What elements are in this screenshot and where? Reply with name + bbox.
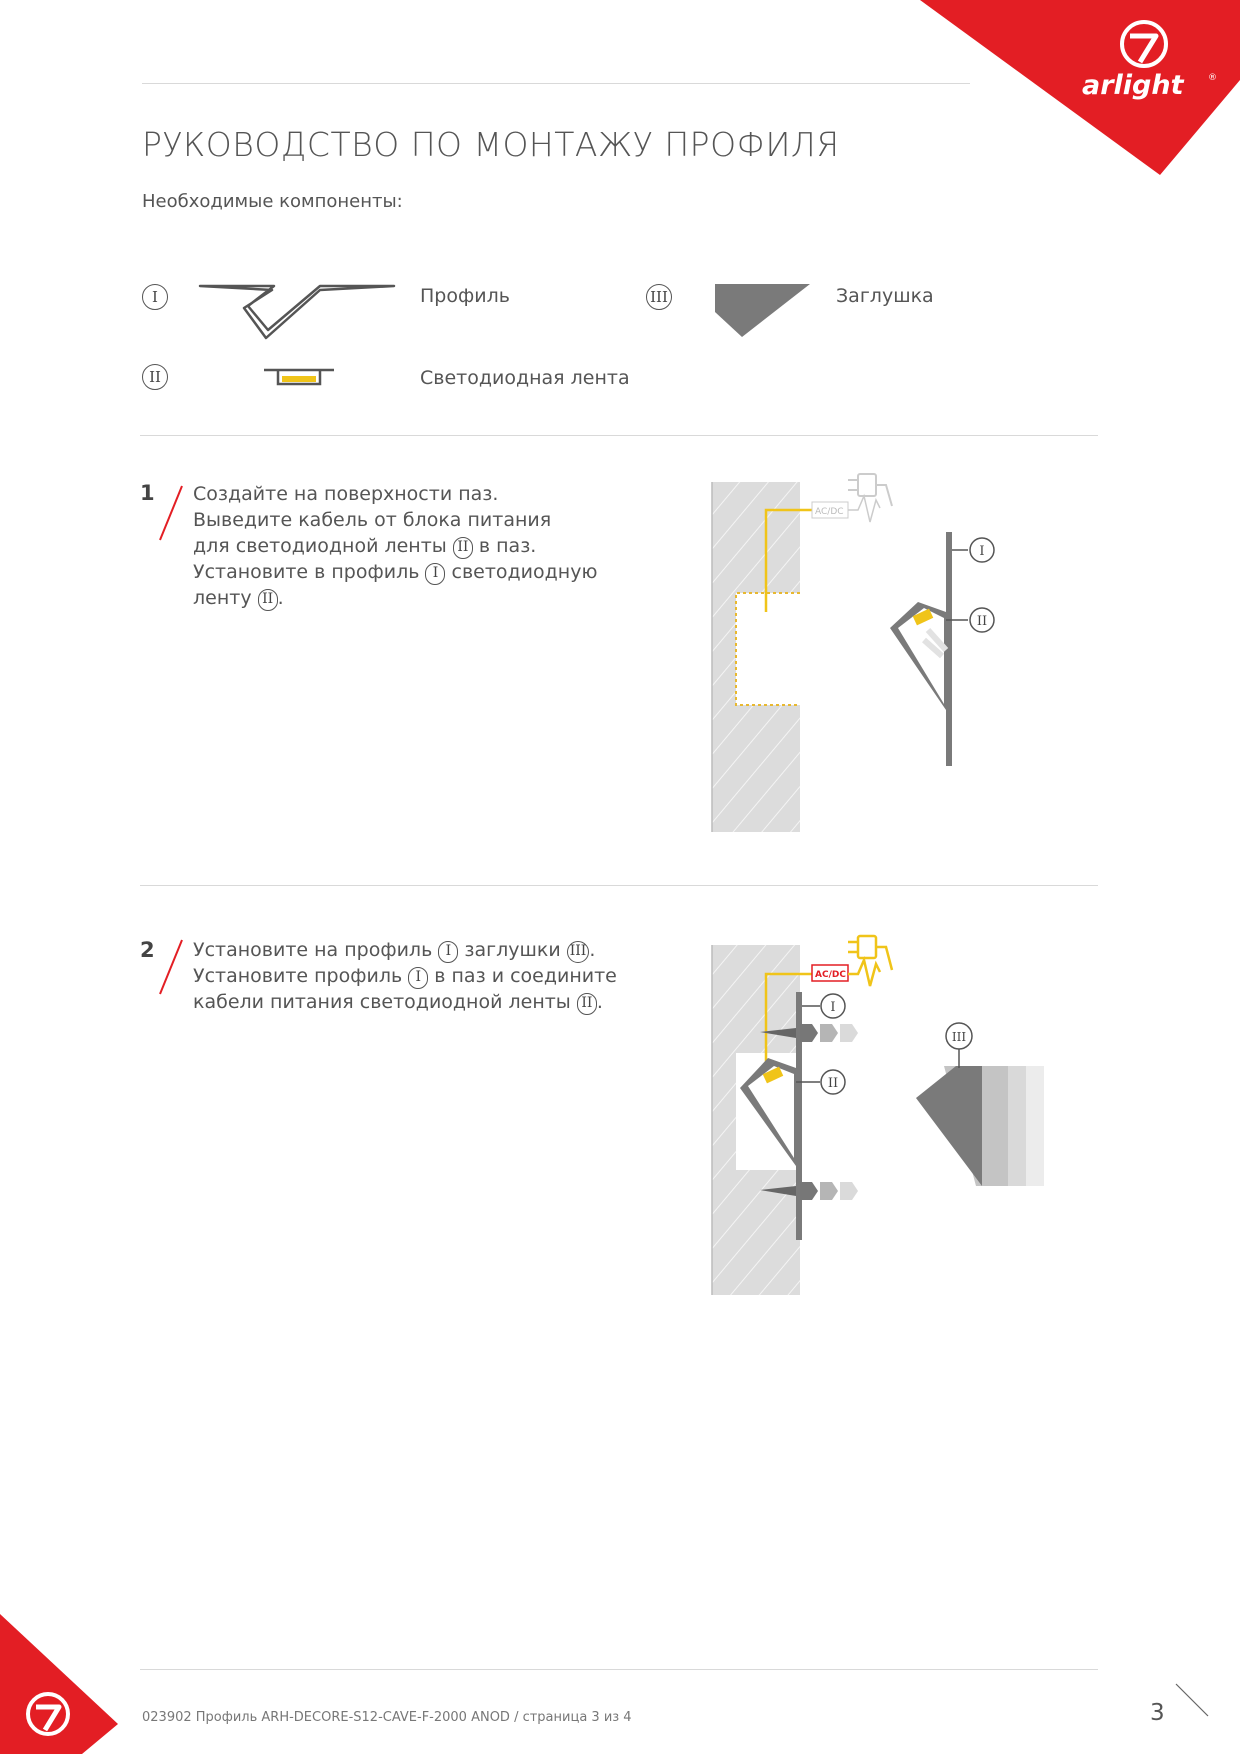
ref-iii: III [567, 941, 590, 963]
section-rule-2 [140, 885, 1098, 886]
callout-ii: II [976, 614, 988, 629]
profile-icon [198, 278, 398, 340]
footer-text: 023902 Профиль ARH-DECORE-S12-CAVE-F-2000 ANOD / страница 3 из 4 [142, 1710, 632, 1725]
component-numeral-3: III [646, 284, 672, 310]
step-number-1: 1 [140, 481, 155, 505]
component-numeral-2: II [142, 364, 168, 390]
ref-ii: II [258, 589, 278, 611]
psu-label-2: AC/DC [815, 970, 846, 980]
page-number: 3 [1150, 1700, 1165, 1726]
step-2-line-1: Установите на профиль I заглушки III . [193, 939, 596, 961]
led-strip-icon [262, 366, 338, 390]
component-label-3: Заглушка [836, 285, 934, 307]
brand-registered: ® [1208, 73, 1217, 83]
ref-i: I [438, 941, 458, 963]
callout-i: I [979, 544, 985, 559]
callout-i-2: I [830, 1000, 836, 1015]
ref-i: I [425, 563, 445, 585]
component-label-1: Профиль [420, 285, 510, 307]
step-1-line-3: для светодиодной ленты II в паз. [193, 535, 537, 557]
end-cap-icon [712, 282, 812, 340]
step-slash-2 [156, 938, 186, 996]
page-title: РУКОВОДСТВО ПО МОНТАЖУ ПРОФИЛЯ [142, 125, 840, 164]
step-number-2: 2 [140, 938, 155, 962]
ref-i: I [408, 967, 428, 989]
component-numeral-1: I [142, 284, 168, 310]
callout-ii-2: II [827, 1076, 839, 1091]
wall [712, 482, 800, 832]
power-plug-icon [848, 474, 892, 506]
page-corner-slash [1172, 1680, 1212, 1720]
step-text-1 [193, 481, 597, 611]
psu-label-1: AC/DC [815, 507, 844, 517]
footer-rule [140, 1669, 1098, 1670]
step-1-line-4: Установите в профиль I светодиодную [193, 561, 598, 583]
brand-corner-bottom [0, 1614, 120, 1754]
callout-iii: III [951, 1030, 967, 1044]
step-1-line-2: Выведите кабель от блока питания [193, 509, 552, 531]
section-rule-1 [140, 435, 1098, 436]
brand-corner [920, 0, 1240, 180]
ref-ii: II [577, 993, 597, 1015]
step-1-line-1: Создайте на поверхности паз. [193, 483, 499, 505]
step-text-2 [193, 937, 617, 1015]
step-2-line-2: Установите профиль I в паз и соедините [193, 965, 617, 987]
components-subtitle: Необходимые компоненты: [142, 191, 403, 212]
component-label-2: Светодиодная лента [420, 367, 630, 389]
ref-ii: II [453, 537, 473, 559]
end-caps-exploded [916, 1066, 1044, 1186]
step-1-line-5: ленту II . [193, 587, 284, 609]
step-2-line-3: кабели питания светодиодной ленты II . [193, 991, 603, 1013]
power-plug-icon-2 [848, 936, 892, 970]
step-2-illustration [700, 920, 1060, 1300]
brand-name: arlight [1082, 70, 1184, 101]
top-rule [142, 83, 970, 84]
step-1-illustration [700, 460, 1020, 840]
step-slash-1 [156, 484, 186, 542]
